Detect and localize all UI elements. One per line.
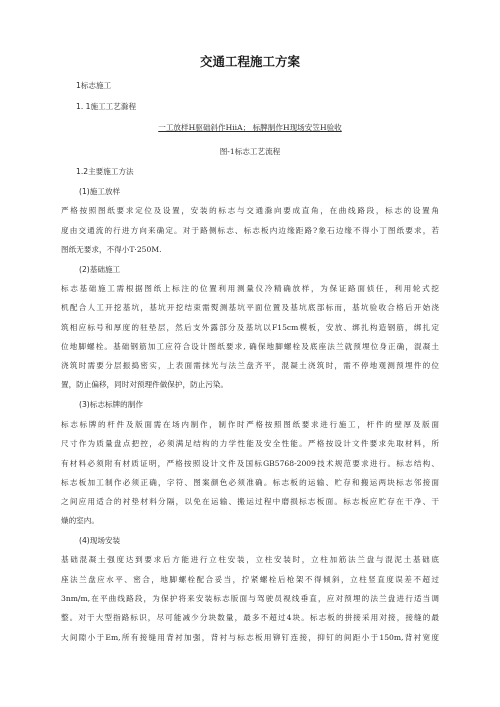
paragraph-line: 位地脚螺栓。基础钢筋加工应符合设计图纸要求, 确保地脚螺栓及底座法兰就预埋位身正确，混凝土 — [61, 342, 439, 351]
paragraph-line: 整。对于大型指路标识，尽可能减少分块数量，最多不超过4块。标志板的拼接采用对接，接缝的最 — [61, 613, 439, 622]
paragraph-line: 标志标牌的杆件及版面需在场内制作，制作时严格按照图纸要求进行施工，杆件的壁厚及版面 — [61, 420, 439, 429]
paragraph-line: 座法兰盘应水平、密合，地脚螺栓配合妥当，拧紧螺栓后枪架不得倾斜，立柱竖直度误差不超过 — [61, 575, 439, 584]
subsection-1-heading: (1)施工放样 — [79, 187, 121, 196]
paragraph-line: 有材料必须附有材质证明，严格按照设计文件及国标GB5768-2009技术规范要求进行。标志结构、 — [61, 459, 439, 468]
process-flow-label: 一工放样H驱础斜作HiiA； 标脾制作H现场安笠H验收 — [158, 123, 342, 132]
subsection-2-heading: (2)基础施工 — [79, 265, 121, 274]
paragraph-line: 尺寸作为质量盘点把控，必须满足结构的力学性能及安全性能。严格按设计文件要求先取材料，所 — [61, 439, 439, 448]
paragraph-line: 度由交通流的行进方向来确定。对于路侧标志、标志板内边缘距路?象石边缘不得小丁图纸要求，若 — [61, 226, 439, 235]
figure-caption: 图-1标志工艺流程 — [219, 147, 281, 156]
paragraph-line: 严格按照图纸要求定位及设置，安装的标志与交通滁向要成直角，在曲线路段，标志的设置角 — [61, 206, 439, 215]
paragraph-line: 大间隙小于Em,所有接缝用背衬加强，背衬与标志板用铆钉连接，抑钉的间距小于150m,背衬宽度 — [61, 633, 439, 642]
document-title: 交通工程施工方案 — [199, 54, 300, 69]
paragraph-line: 筑相应标号和厚度的驻垫层，然后支外露部分及基坑以F15cm模板，安放、绑扎构造钢筋，绑扎定 — [61, 323, 439, 332]
subsection-4-heading: (4)现场安装 — [79, 536, 121, 545]
section-1-heading: 1标志施工 — [76, 81, 112, 90]
process-flow-text — [0, 122, 500, 133]
paragraph-line: 燥的室内。 — [61, 516, 99, 525]
paragraph-line: 基础混凝土强度达到要求后方能进行立柱安装，立柱安装时，立柱加筋法兰盘与混泥土基础底 — [61, 555, 439, 564]
paragraph-line: 3nm/m,在平曲线路段，为保护将来安装标志版面与驾驶员视线垂直，应对预埋的法兰盘进行适当调 — [61, 594, 439, 603]
paragraph-line: 标志板加工制作必须正确，字符、图案颜色必须准确。标志板的运输、贮存和搬运两块标志邻接面 — [61, 478, 439, 487]
subsection-3-heading: (3)标志标牌的制作 — [79, 400, 143, 409]
section-1-1-heading: 1. 1施工工艺滁程 — [76, 102, 137, 111]
paragraph-line: 浇筑时需要分层振捣密实，上表面需抹光与法兰盘齐平，混凝土浇筑时，需不停地观测预埋件的位 — [61, 361, 439, 370]
paragraph-line: 标志基础施工需根据图纸上标注的位置利用测量仪冷精确放样，为保证路面侦任，利用轮式挖 — [61, 284, 439, 293]
section-1-2-heading: 1.2主要施工方法 — [76, 167, 134, 176]
paragraph-line: 置，防止偏移，同时对预理件做保护，防止污染。 — [61, 380, 229, 389]
paragraph-line: 机配合人工开挖基坑，基坑开挖结束需熨测基坑平面位置及基坑底部标而，基坑验收合格后开始浇 — [61, 303, 439, 312]
paragraph-line: 之间应用适合的衬垫材料分隔，以免在运输、搬运过程中磨损标志板面。标志板应贮存在干净、干 — [61, 497, 439, 506]
paragraph-line: 图纸无要求，不得小T·250M. — [61, 245, 162, 254]
